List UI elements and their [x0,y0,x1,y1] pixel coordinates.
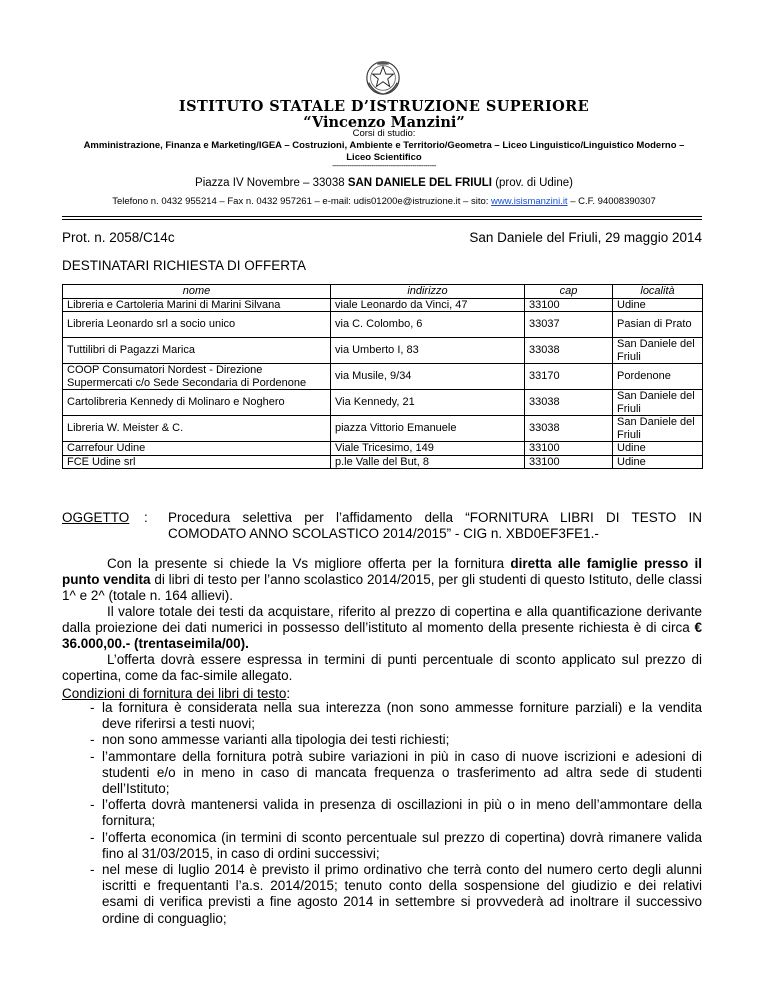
cell-localita: Udine [613,298,703,312]
cell-indirizzo: via Musile, 9/34 [331,364,525,390]
recipients-heading: DESTINATARI RICHIESTA DI OFFERTA [62,258,307,273]
cell-nome: Libreria W. Meister & C. [63,416,331,442]
subject-colon: : [144,510,148,525]
table-row [63,455,703,469]
protocol-number: Prot. n. 2058/C14c [62,230,175,245]
cell-localita: San Daniele del Friuli [613,338,703,364]
column-header-nome: nome [63,285,331,299]
table-row [63,416,703,442]
subject-text: Procedura selettiva per l’affidamento della “FORNITURA LIBRI DI TESTO IN COMODATO ANNO SCOLASTICO 2014/2015” - CIG n. XBD0EF3FE1.- [168,510,702,542]
cell-nome: Cartolibreria Kennedy di Molinaro e Noghero [63,390,331,416]
paragraph-offer: L’offerta dovrà essere espressa in termini di punti percentuale di sconto applicato sul prezzo di copertina, come da fac-simile allegato. [62,652,702,684]
p1-bold: diretta alle famiglie presso il punto vendita [62,556,702,588]
cell-nome: Libreria e Cartoleria Marini di Marini Silvana [63,298,331,312]
table-row [63,312,703,338]
cell-indirizzo: Via Kennedy, 21 [331,390,525,416]
address-city: SAN DANIELE DEL FRIULI [347,177,492,189]
cell-indirizzo: piazza Vittorio Emanuele [331,416,525,442]
table-row [63,364,703,390]
cell-indirizzo: Viale Tricesimo, 149 [331,442,525,456]
courses-list: Amministrazione, Finanza e Marketing/IGEA – Costruzioni, Ambiente e Territorio/Geometra – Liceo Linguistico/Linguistico Moderno – Liceo Scientifico [83,140,685,163]
cell-indirizzo: viale Leonardo da Vinci, 47 [331,298,525,312]
list-item: - l’offerta dovrà mantenersi valida in presenza di oscillazioni in più o in meno dell’ammontare della fornitura; [90,797,702,829]
table-header-row [63,285,703,299]
column-header-indirizzo: indirizzo [331,285,525,299]
paragraph-value [62,604,702,653]
conditions-heading-text: Condizioni di fornitura dei libri di testo [62,686,287,701]
cell-indirizzo: via C. Colombo, 6 [331,312,525,338]
header-rule-thin [62,219,702,220]
condition-text: l’ammontare della fornitura potrà subire variazioni in più in caso di nuove iscrizioni e adesioni di studenti e/o in meno in caso di mancata frequenza o trasferimento ad altra sede di studenti dell’Istituto; [102,748,702,797]
contacts-prefix: Telefono n. 0432 955214 – Fax n. 0432 957261 – e-mail: udis01200e@istruzione.it – sito: [112,196,492,207]
column-header-localita: località [613,285,703,299]
paragraph-request [62,556,702,605]
institute-title: ISTITUTO STATALE D’ISTRUZIONE SUPERIORE [178,98,590,115]
table-row [63,338,703,364]
table-row [63,442,703,456]
institute-address [0,177,768,189]
condition-text: la fornitura è considerata nella sua interezza (non sono ammesse forniture parziali) e la vendita deve riferirsi a testi nuovi; [102,700,702,732]
recipients-table [62,284,703,469]
cell-cap: 33100 [525,298,613,312]
condition-text: l’offerta economica (in termini di sconto percentuale sul prezzo di copertina) dovrà rimanere valida fino al 31/03/2015, in caso di ordini successivi; [102,829,702,861]
courses-label: Corsi di studio: [352,128,416,139]
cell-nome: Libreria Leonardo srl a socio unico [63,312,331,338]
list-item: - l’offerta economica (in termini di sconto percentuale sul prezzo di copertina) dovrà rimanere valida fino al 31/03/2015, in caso di ordini successivi; [90,829,702,861]
list-item: - non sono ammesse varianti alla tipologia dei testi richiesti; [90,732,450,748]
cell-cap: 33038 [525,338,613,364]
date-place: San Daniele del Friuli, 29 maggio 2014 [469,230,702,245]
condition-text: l’offerta dovrà mantenersi valida in presenza di oscillazioni in più o in meno dell’ammontare della fornitura; [102,797,702,829]
cell-cap: 33100 [525,442,613,456]
address-prefix: Piazza IV Novembre – 33038 [195,177,348,189]
subject-label [62,510,129,525]
cell-nome: COOP Consumatori Nordest - Direzione Supermercati c/o Sede Secondaria di Pordenone [63,364,331,390]
cell-cap: 33038 [525,416,613,442]
cell-indirizzo: p.le Valle del But, 8 [331,455,525,469]
cell-localita: Pordenone [613,364,703,390]
cell-cap: 33037 [525,312,613,338]
p1-text-b: di libri di testo per l’anno scolastico 2014/2015, per gli studenti di questo Istituto, delle classi 1^ e 2^ (totale n. 164 allievi). [62,572,702,604]
cell-indirizzo: via Umberto I, 83 [331,338,525,364]
list-item: - la fornitura è considerata nella sua interezza (non sono ammesse forniture parziali) e la vendita deve riferirsi a testi nuovi; [90,700,702,732]
institute-subtitle: “Vincenzo Manzini” [303,114,465,131]
column-header-cap: cap [525,285,613,299]
website-link[interactable]: www.isismanzini.it [491,196,568,207]
separator-line: ------------------------------------------------ [332,161,436,170]
cell-nome: FCE Udine srl [63,455,331,469]
cell-localita: Udine [613,442,703,456]
republic-emblem-icon [364,58,402,96]
condition-text: nel mese di luglio 2014 è previsto il primo ordinativo che terrà conto del numero certo degli alunni iscritti e frequentanti l’a.s. 2014/2015; tenuto conto della sospensione del giudizio e dei relativi esami di verifica previsti a fine agosto 2014 in settembre si provvederà ad inoltrare il successivo ordine di conguaglio; [102,862,702,926]
institute-contacts [0,196,768,207]
table-row [63,390,703,416]
cell-nome: Carrefour Udine [63,442,331,456]
cell-localita: San Daniele del Friuli [613,416,703,442]
p2-text-a: Il valore totale dei testi da acquistare, riferito al prezzo di copertina e alla quantificazione derivante dalla proiezione dei dati numerici in possesso dell’istituto al momento della presente richiesta è di circa [62,604,702,636]
contacts-suffix: – C.F. 94008390307 [567,196,656,207]
conditions-list [62,700,702,927]
list-item: - nel mese di luglio 2014 è previsto il primo ordinativo che terrà conto del numero certo degli alunni iscritti e frequentanti l’a.s. 2014/2015; tenuto conto della sospensione del giudizio e dei relativi esami di verifica previsti a fine agosto 2014 in settembre si provvederà ad inoltrare il successivo ordine di conguaglio; [90,862,702,926]
table-row [63,298,703,312]
cell-localita: Udine [613,455,703,469]
cell-localita: Pasian di Prato [613,312,703,338]
p2-bold: € 36.000,00.- (trentaseimila/00). [62,620,702,652]
header-rule [62,216,702,217]
cell-cap: 33170 [525,364,613,390]
conditions-heading: Condizioni di fornitura dei libri di testo: [62,686,291,701]
p1-text-a: Con la presente si chiede la Vs migliore offerta per la fornitura [107,556,511,571]
cell-cap: 33038 [525,390,613,416]
subject-label-text: OGGETTO [62,510,130,525]
list-item: - l’ammontare della fornitura potrà subire variazioni in più in caso di nuove iscrizioni e adesioni di studenti e/o in meno in caso di mancata frequenza o trasferimento ad altra sede di studenti dell’Istituto; [90,748,702,797]
cell-cap: 33100 [525,455,613,469]
address-suffix: (prov. di Udine) [492,177,573,189]
cell-nome: Tuttilibri di Pagazzi Marica [63,338,331,364]
cell-localita: San Daniele del Friuli [613,390,703,416]
condition-text: non sono ammesse varianti alla tipologia dei testi richiesti; [102,732,450,748]
